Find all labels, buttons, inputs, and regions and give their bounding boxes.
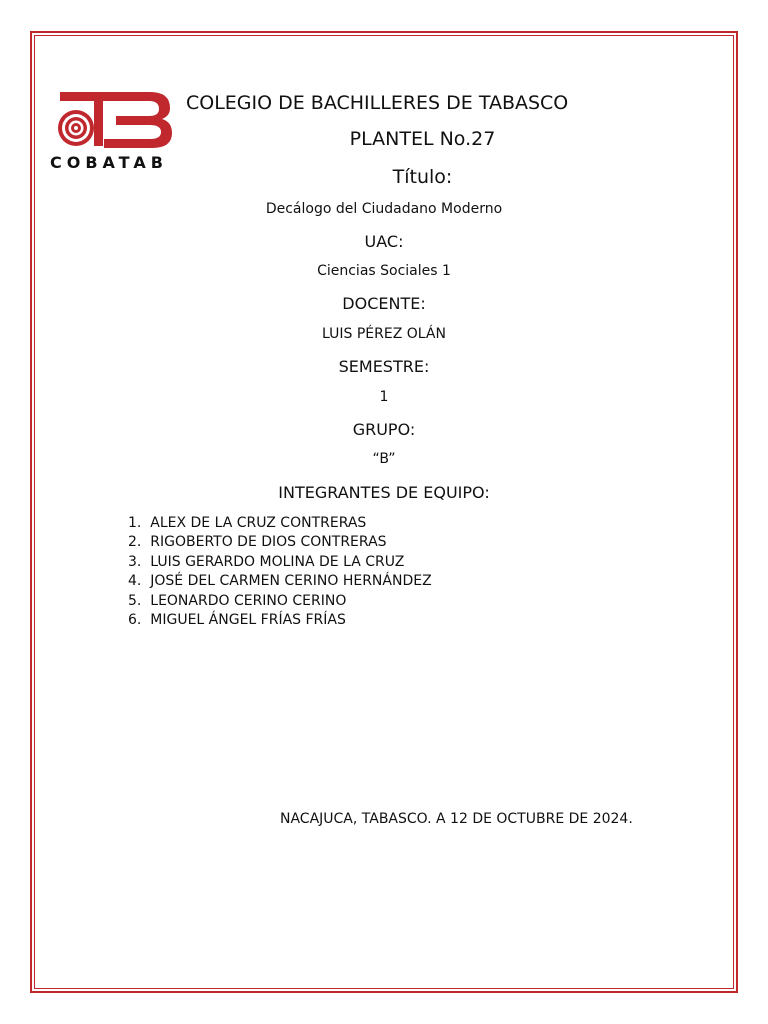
item-number: 2. [128, 534, 142, 551]
members-list [128, 514, 432, 630]
uac-value: Ciencias Sociales 1 [317, 263, 451, 279]
item-number: 3. [128, 553, 142, 570]
docente-label: DOCENTE: [342, 294, 426, 313]
list-item [128, 592, 432, 611]
list-item [128, 572, 432, 591]
member-name: MIGUEL ÁNGEL FRÍAS FRÍAS [150, 612, 346, 629]
list-item [128, 514, 432, 533]
item-number: 5. [128, 592, 142, 609]
member-name: LUIS GERARDO MOLINA DE LA CRUZ [150, 553, 405, 570]
item-number: 1. [128, 515, 142, 531]
school-name: COLEGIO DE BACHILLERES DE TABASCO [186, 92, 569, 114]
item-number: 4. [128, 573, 142, 590]
member-name: LEONARDO CERINO CERINO [150, 592, 347, 609]
item-number: 6. [128, 612, 142, 629]
member-name: ALEX DE LA CRUZ CONTRERAS [150, 515, 367, 531]
member-name: JOSÉ DEL CARMEN CERINO HERNÁNDEZ [150, 573, 432, 590]
member-name: RIGOBERTO DE DIOS CONTRERAS [150, 534, 387, 551]
place-date: NACAJUCA, TABASCO. A 12 DE OCTUBRE DE 2024. [280, 811, 633, 827]
list-item [128, 533, 432, 552]
plantel-number: PLANTEL No.27 [349, 128, 496, 150]
team-label: INTEGRANTES DE EQUIPO: [278, 483, 490, 502]
semestre-label: SEMESTRE: [338, 357, 430, 376]
title-value: Decálogo del Ciudadano Moderno [265, 201, 503, 217]
title-label: Título: [392, 166, 453, 188]
grupo-label: GRUPO: [352, 420, 416, 439]
docente-value: LUIS PÉREZ OLÁN [322, 326, 446, 342]
semestre-value: 1 [379, 389, 389, 405]
logo-wordmark: COBATAB [50, 153, 168, 172]
uac-label: UAC: [364, 232, 404, 251]
grupo-value: “B” [372, 451, 396, 467]
list-item [128, 553, 432, 572]
list-item [128, 611, 432, 630]
